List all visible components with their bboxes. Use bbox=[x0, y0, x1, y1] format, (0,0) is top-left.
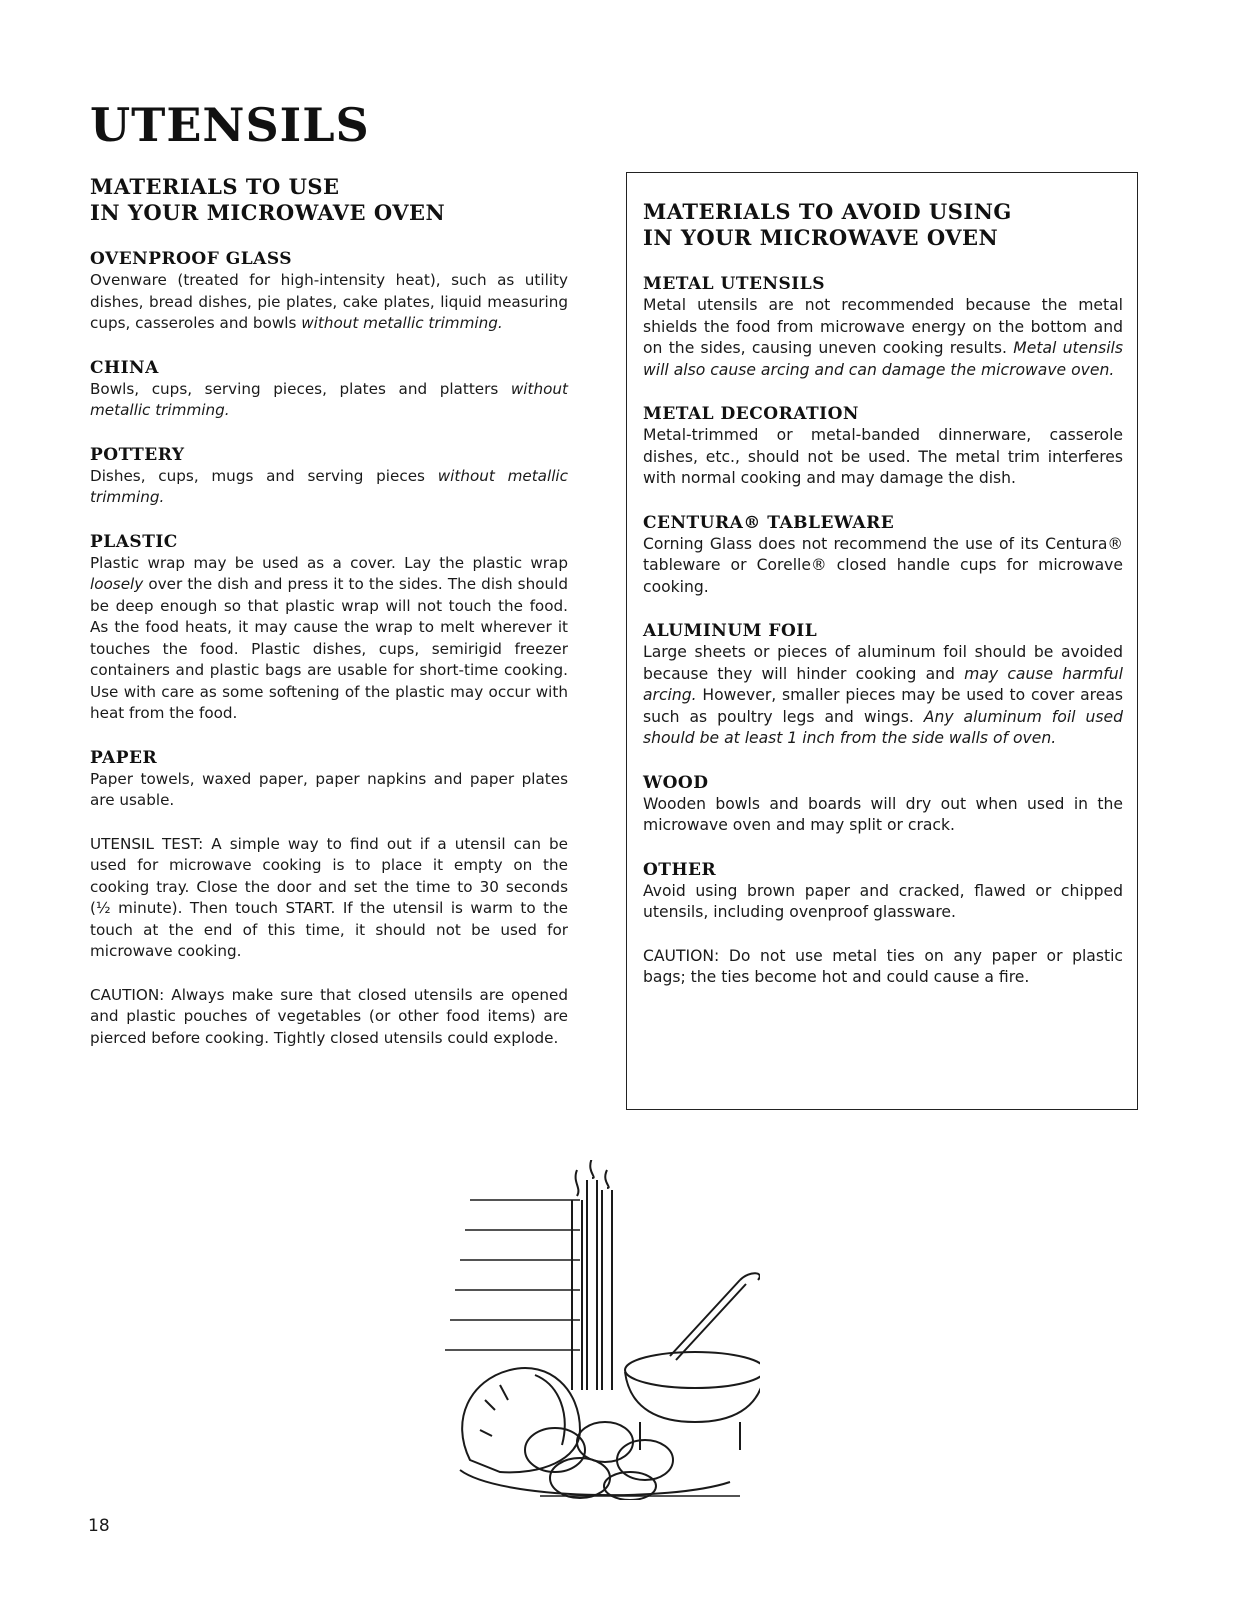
heading-line-2: IN YOUR MICROWAVE OVEN bbox=[90, 200, 446, 225]
section-body: Dishes, cups, mugs and serving pieces without metallic trimming. bbox=[90, 466, 568, 506]
section-pottery bbox=[90, 444, 568, 509]
pot-with-ladle bbox=[625, 1273, 760, 1450]
section-title: CHINA bbox=[90, 357, 159, 378]
candles bbox=[572, 1160, 612, 1390]
section-title: METAL UTENSILS bbox=[643, 274, 825, 294]
heading-line-1: MATERIALS TO USE bbox=[90, 174, 340, 199]
utensil-test-paragraph: UTENSIL TEST: A simple way to find out if a utensil can be used for microwave cooking is to place it empty on the cooking tray. Close the door and set the time to 30 seconds (½ minute). Then touch START. If the utensil is warm to the touch at the end of this time, it should not be used for microwave cooking. bbox=[90, 834, 568, 960]
section-title: PAPER bbox=[90, 747, 158, 768]
section-metal-utensils bbox=[643, 273, 1123, 381]
materials-to-avoid-box bbox=[626, 172, 1138, 1110]
caution-paragraph: CAUTION: Always make sure that closed utensils are opened and plastic pouches of vegetables (or other food items) are pierced before cooking. Tightly closed utensils could explode. bbox=[90, 985, 568, 1047]
section-body: Large sheets or pieces of aluminum foil should be avoided because they will hinder cooking and may cause harmful arcing. However, smaller pieces may be used to cover areas such as poultry legs and wings. Any aluminum foil used should be at least 1 inch from the side walls of oven. bbox=[643, 643, 1123, 747]
section-metal-decoration bbox=[643, 403, 1123, 490]
section-title: WOOD bbox=[643, 772, 709, 793]
section-plastic bbox=[90, 531, 568, 725]
section-body: Paper towels, waxed paper, paper napkins and paper plates are usable. bbox=[90, 769, 568, 809]
section-title: POTTERY bbox=[90, 444, 185, 465]
section-title: OTHER bbox=[643, 859, 717, 880]
bread-rolls bbox=[525, 1422, 673, 1500]
section-other bbox=[643, 859, 1123, 924]
section-china bbox=[90, 357, 568, 422]
section-wood bbox=[643, 772, 1123, 837]
section-ovenproof-glass bbox=[90, 248, 568, 335]
materials-to-use-heading bbox=[90, 174, 568, 226]
section-title: OVENPROOF GLASS bbox=[90, 249, 293, 269]
section-paper bbox=[90, 747, 568, 812]
platter bbox=[460, 1470, 730, 1495]
roast-ham bbox=[462, 1368, 580, 1472]
section-aluminum-foil bbox=[643, 620, 1123, 750]
heading-line-2: IN YOUR MICROWAVE OVEN bbox=[643, 225, 999, 250]
materials-to-avoid-column bbox=[643, 199, 1123, 1011]
section-body: Wooden bowls and boards will dry out when used in the microwave oven and may split or crack. bbox=[643, 794, 1123, 834]
materials-to-use-column bbox=[90, 174, 568, 1071]
section-body: Bowls, cups, serving pieces, plates and platters without metallic trimming. bbox=[90, 379, 568, 419]
section-title: METAL DECORATION bbox=[643, 404, 859, 424]
page-number: 18 bbox=[88, 1516, 110, 1536]
section-centura-tableware bbox=[643, 512, 1123, 599]
section-title: ALUMINUM FOIL bbox=[643, 621, 818, 641]
section-body: Metal utensils are not recommended because the metal shields the food from microwave energy on the bottom and on the sides, causing uneven cooking results. Metal utensils will also cause arcing and can damage the microwave oven. bbox=[643, 296, 1123, 379]
section-body: Ovenware (treated for high-intensity heat), such as utility dishes, bread dishes, pie plates, cake plates, liquid measuring cups, casseroles and bowls without metallic trimming. bbox=[90, 271, 568, 332]
section-title: CENTURA® TABLEWARE bbox=[643, 512, 895, 533]
section-body: Corning Glass does not recommend the use of its Centura® tableware or Corelle® closed handle cups for microwave cooking. bbox=[643, 534, 1123, 596]
section-title: PLASTIC bbox=[90, 531, 178, 552]
section-body: Plastic wrap may be used as a cover. Lay the plastic wrap loosely over the dish and press it to the sides. The dish should be deep enough so that plastic wrap will not touch the food. As the food heats, it may cause the wrap to melt wherever it touches the food. Plastic dishes, cups, semirigid freezer containers and plastic bags are usable for short-time cooking. Use with care as some softening of the plastic may occur with heat from the food. bbox=[90, 553, 568, 722]
section-body: Metal-trimmed or metal-banded dinnerware, casserole dishes, etc., should not be used. The metal trim interferes with normal cooking and may damage the dish. bbox=[643, 426, 1123, 487]
caution-paragraph: CAUTION: Do not use metal ties on any paper or plastic bags; the ties become hot and could cause a fire. bbox=[643, 946, 1123, 986]
materials-to-avoid-heading bbox=[643, 199, 1123, 251]
heading-line-1: MATERIALS TO AVOID USING bbox=[643, 199, 1012, 224]
section-body: Avoid using brown paper and cracked, flawed or chipped utensils, including ovenproof glassware. bbox=[643, 881, 1123, 921]
page-title: UTENSILS bbox=[90, 98, 370, 152]
food-and-candles-illustration bbox=[440, 1160, 760, 1500]
background-lines bbox=[445, 1200, 580, 1350]
